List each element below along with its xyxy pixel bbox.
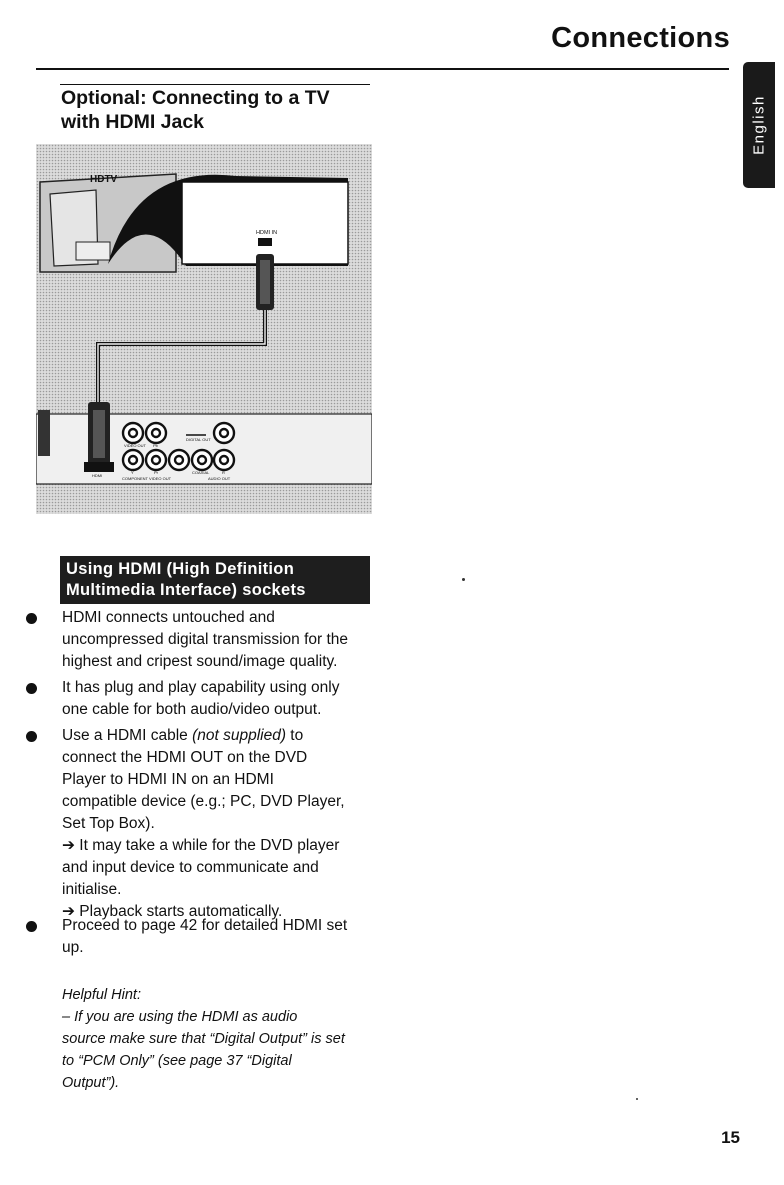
section-subheading [60,556,370,604]
hdmi-in-label: HDMI IN [256,230,278,236]
text-line: and input device to communicate and [62,859,319,876]
page-number: 15 [721,1128,740,1147]
bullet-marker [26,731,37,742]
text-line: source make sure that “Digital Output” is set [62,1031,345,1047]
label-video-out: VIDEO OUT [124,443,147,448]
text-span: to [286,727,304,744]
section-title-line-1: Optional: Connecting to a TV [61,87,330,109]
label-component-video-out: COMPONENT VIDEO OUT [122,476,172,481]
language-tab-label: English [750,95,768,155]
bullet-text-1 [62,607,380,673]
label-pr: Pr [154,470,158,475]
text-span: Playback starts automatically. [79,903,283,920]
text-line: connect the HDMI OUT on the DVD [62,749,308,766]
speck [462,578,465,581]
section-title-line-2: with HDMI Jack [61,111,205,133]
text-line: Proceed to page 42 for detailed HDMI set [62,917,348,934]
subheading-line-1: Using HDMI (High Definition [66,560,295,578]
text-line: Output”). [62,1075,120,1091]
text-line: HDMI connects untouched and [62,609,275,626]
subheading-line-2: Multimedia Interface) sockets [66,581,306,599]
bullet-text-3 [62,725,380,923]
bullet-text-4 [62,915,380,959]
text-line: – If you are using the HDMI as audio [62,1009,298,1025]
text-line: one cable for both audio/video output. [62,701,322,718]
arrow-icon: ➔ [62,903,80,920]
text-line: Player to HDMI IN on an HDMI [62,771,274,788]
text-line: up. [62,939,84,956]
label-hdmi: HDMI [92,473,103,478]
hint-title: Helpful Hint: [62,987,141,1003]
helpful-hint [62,984,380,1094]
text-line: uncompressed digital transmission for the [62,631,349,648]
hdmi-plug-dvd [84,402,114,472]
text-line: to “PCM Only” (see page 37 “Digital [62,1053,292,1069]
label-y: Y [131,470,134,475]
bullet-marker [26,921,37,932]
speck [636,1098,638,1100]
text-line: initialise. [62,881,122,898]
header-rule [36,68,729,70]
tv-back-panel [182,182,348,264]
arrow-item [62,835,380,857]
text-span: It may take a while for the DVD player [79,837,340,854]
arrow-icon: ➔ [62,837,80,854]
label-coaxial: COAXIAL [192,470,210,475]
hdmi-in-port [258,238,272,246]
text-line: compatible device (e.g.; PC, DVD Player, [62,793,345,810]
panel-edge [38,410,50,456]
hdmi-connection-figure [36,144,372,514]
hdmi-plug-tv [256,254,274,310]
bullet-text-2 [62,677,380,721]
bullet-marker [26,683,37,694]
text-line: Set Top Box). [62,815,155,832]
text-line [62,725,380,747]
text-line: It has plug and play capability using only [62,679,340,696]
label-audio-out: AUDIO OUT [208,476,231,481]
label-pb: Pb [153,443,158,448]
bullet-marker [26,613,37,624]
text-span: Use a HDMI cable [62,727,193,744]
section-rule [60,84,370,85]
text-line: highest and cripest sound/image quality. [62,653,338,670]
language-tab [743,62,775,188]
page-header-title: Connections [551,22,730,54]
tv-label: HDTV [90,174,118,185]
label-r: R [222,470,225,475]
label-digital-out: DIGITAL OUT [186,437,211,442]
section-title [61,86,381,134]
emphasis-text: (not supplied) [192,727,286,744]
